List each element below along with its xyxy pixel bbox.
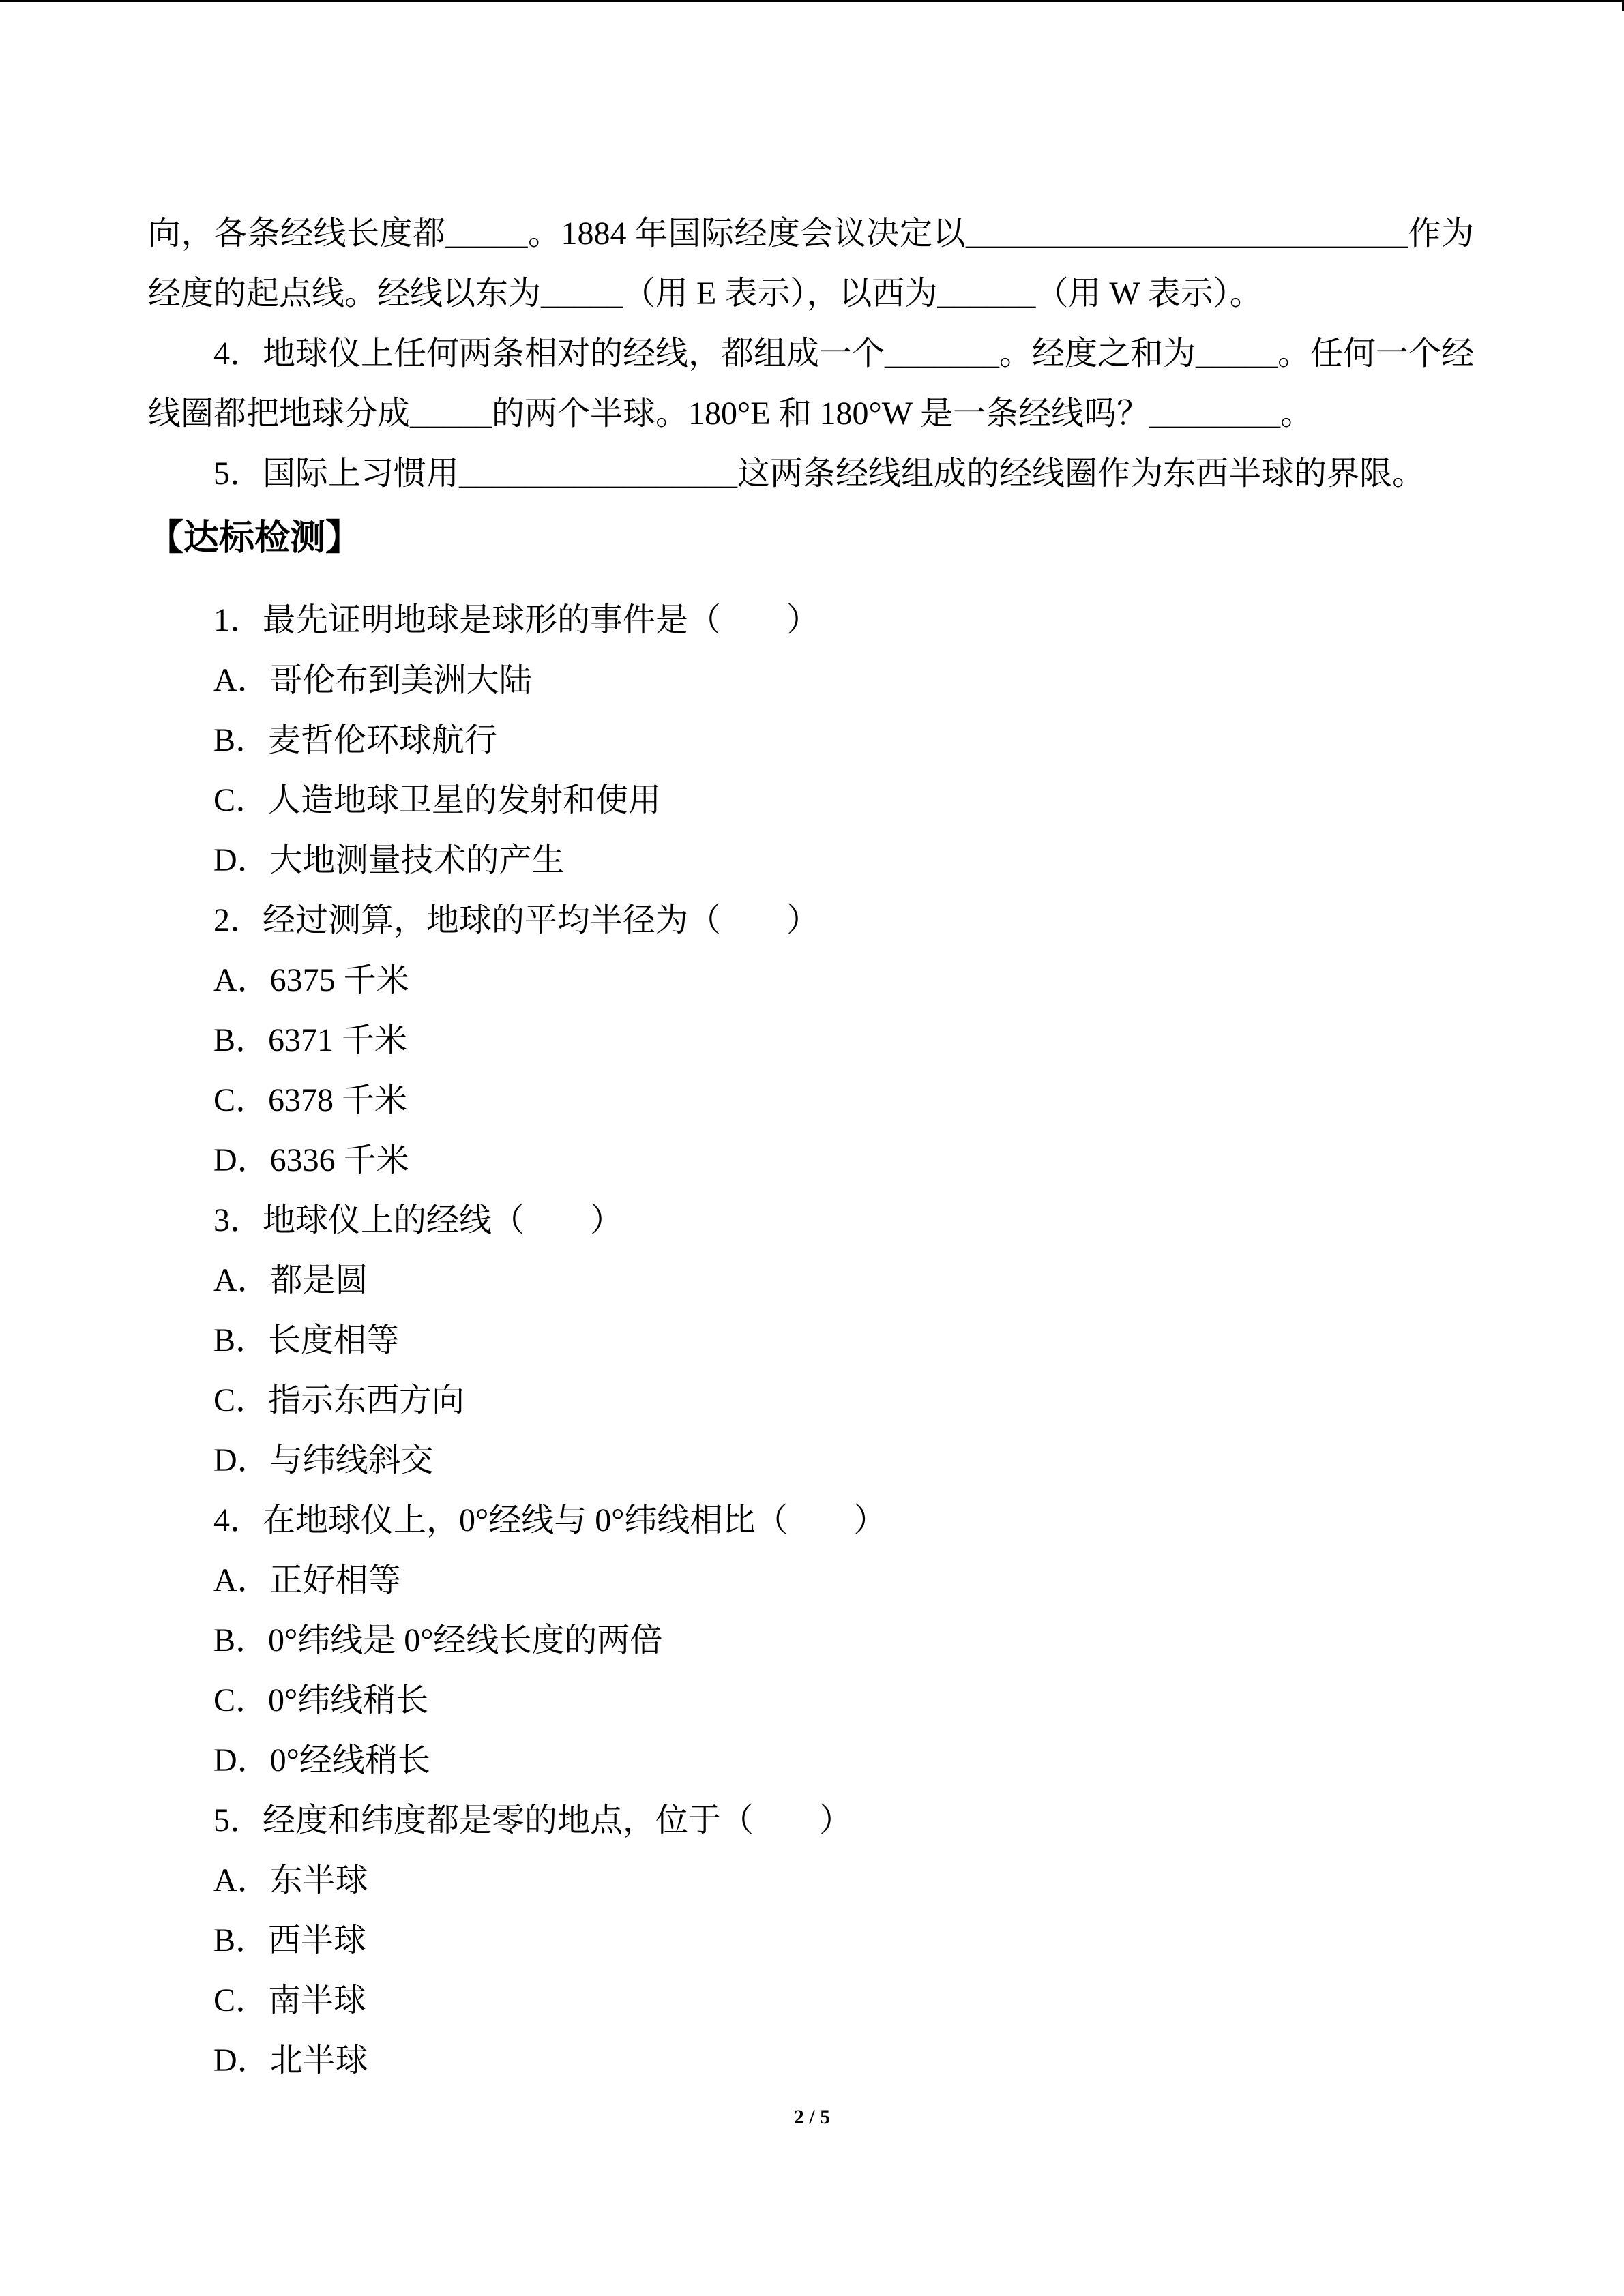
option-b: B．6371 千米 (213, 1022, 408, 1058)
option-d: D．大地测量技术的产生 (213, 842, 565, 878)
question-1 (213, 591, 1474, 891)
option-c: C．指示东西方向 (213, 1382, 465, 1418)
option-a: A．都是圆 (213, 1262, 368, 1298)
multiple-choice-section (213, 591, 1474, 2091)
question-2 (213, 891, 1474, 1191)
option-d: D．与纬线斜交 (213, 1442, 434, 1478)
option-a: A．东半球 (213, 1862, 368, 1898)
fill-in-section (148, 204, 1474, 504)
option-a: A．6375 千米 (213, 962, 409, 998)
question-stem: 5．经度和纬度都是零的地点，位于（ ） (213, 1802, 853, 1838)
option-d: D．北半球 (213, 2042, 368, 2078)
intro-line: 4．地球仪上任何两条相对的经线，都组成一个_______。经度之和为_____。任何一个经 (213, 336, 1475, 372)
question-stem: 1．最先证明地球是球形的事件是（ ） (213, 602, 820, 638)
option-b: B．长度相等 (213, 1322, 400, 1358)
option-a: A．哥伦布到美洲大陆 (213, 662, 532, 698)
page-number: 2 / 5 (793, 2106, 831, 2128)
option-b: B．0°纬线是 0°经线长度的两倍 (213, 1622, 663, 1658)
intro-line: 5．国际上习惯用_________________这两条经线组成的经线圈作为东西半球的界限。 (213, 456, 1426, 492)
option-c: C．6378 千米 (213, 1082, 408, 1118)
option-a: A．正好相等 (213, 1562, 401, 1598)
option-d: D．6336 千米 (213, 1142, 409, 1178)
intro-line: 线圈都把地球分成_____的两个半球。180°E 和 180°W 是一条经线吗？________。 (148, 396, 1314, 432)
question-stem: 3．地球仪上的经线（ ） (213, 1202, 623, 1238)
intro-line: 经度的起点线。经线以东为_____（用 E 表示），以西为______（用 W 表示）。 (148, 275, 1263, 312)
option-c: C．南半球 (213, 1982, 367, 2018)
question-3 (213, 1191, 1474, 1491)
option-c: C．0°纬线稍长 (213, 1682, 429, 1718)
question-5 (213, 1791, 1474, 2091)
page-top-border (0, 0, 1624, 2)
section-heading: 【达标检测】 (148, 519, 361, 558)
question-stem: 4．在地球仪上，0°经线与 0°纬线相比（ ） (213, 1502, 887, 1538)
option-b: B．西半球 (213, 1922, 367, 1958)
question-stem: 2．经过测算，地球的平均半径为（ ） (213, 902, 820, 938)
option-c: C．人造地球卫星的发射和使用 (213, 782, 662, 818)
intro-line: 向，各条经线长度都_____。1884 年国际经度会议决定以___________________________作为 (148, 215, 1474, 252)
option-d: D．0°经线稍长 (213, 1742, 430, 1778)
option-b: B．麦哲伦环球航行 (213, 722, 498, 758)
question-4 (213, 1491, 1474, 1791)
